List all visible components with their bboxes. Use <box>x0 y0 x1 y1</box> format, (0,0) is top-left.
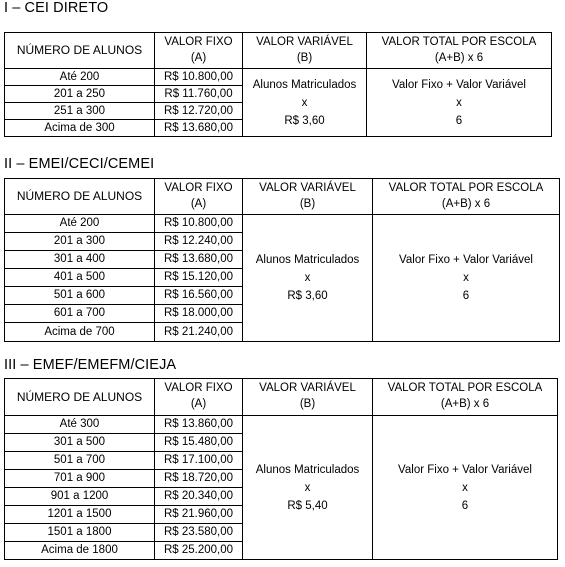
header-valor-total: VALOR TOTAL POR ESCOLA (A+B) x 6 <box>373 379 558 416</box>
header-valor-variavel: VALOR VARIÁVEL (B) <box>243 379 373 416</box>
cell-valor-fixo: R$ 13.680,00 <box>155 120 243 137</box>
cell-valor-fixo: R$ 21.960,00 <box>155 506 243 524</box>
cell-valor-fixo: R$ 18.000,00 <box>155 305 243 323</box>
cell-valor-fixo: R$ 17.100,00 <box>155 452 243 470</box>
cell-valor-variavel: Alunos Matriculados x R$ 3,60 <box>243 215 373 342</box>
cell-valor-fixo: R$ 20.340,00 <box>155 488 243 506</box>
cell-valor-fixo: R$ 15.120,00 <box>155 269 243 287</box>
cell-alunos: 301 a 500 <box>5 434 155 452</box>
cell-alunos: Até 200 <box>5 215 155 233</box>
cell-alunos: 251 a 300 <box>5 103 155 120</box>
cell-valor-fixo: R$ 21.240,00 <box>155 323 243 342</box>
cell-alunos: Até 200 <box>5 69 155 86</box>
header-valor-fixo: VALOR FIXO (A) <box>155 379 243 416</box>
section-title: I – CEI DIRETO <box>4 0 109 16</box>
pricing-table <box>4 32 552 137</box>
cell-valor-fixo: R$ 10.800,00 <box>155 215 243 233</box>
pricing-table <box>4 178 560 342</box>
header-valor-fixo: VALOR FIXO (A) <box>155 33 243 69</box>
cell-valor-fixo: R$ 23.580,00 <box>155 524 243 542</box>
cell-alunos: 901 a 1200 <box>5 488 155 506</box>
cell-alunos: 601 a 700 <box>5 305 155 323</box>
cell-valor-variavel: Alunos Matriculados x R$ 5,40 <box>243 416 373 560</box>
section-title: III – EMEF/EMEFM/CIEJA <box>4 357 177 373</box>
cell-valor-fixo: R$ 10.800,00 <box>155 69 243 86</box>
cell-valor-fixo: R$ 13.680,00 <box>155 251 243 269</box>
header-numero-alunos: NÚMERO DE ALUNOS <box>5 33 155 69</box>
pricing-table <box>4 378 558 560</box>
cell-valor-fixo: R$ 12.240,00 <box>155 233 243 251</box>
header-valor-fixo: VALOR FIXO (A) <box>155 179 243 215</box>
header-valor-variavel: VALOR VARIÁVEL (B) <box>243 33 367 69</box>
cell-valor-fixo: R$ 11.760,00 <box>155 86 243 103</box>
header-valor-total: VALOR TOTAL POR ESCOLA (A+B) x 6 <box>373 179 560 215</box>
cell-alunos: 701 a 900 <box>5 470 155 488</box>
cell-alunos: 1201 a 1500 <box>5 506 155 524</box>
cell-alunos: Acima de 700 <box>5 323 155 342</box>
cell-alunos: 501 a 700 <box>5 452 155 470</box>
cell-alunos: Acima de 1800 <box>5 542 155 560</box>
header-valor-variavel: VALOR VARIÁVEL (B) <box>243 179 373 215</box>
cell-alunos: Acima de 300 <box>5 120 155 137</box>
cell-alunos: Até 300 <box>5 416 155 434</box>
cell-valor-fixo: R$ 13.860,00 <box>155 416 243 434</box>
cell-alunos: 201 a 300 <box>5 233 155 251</box>
cell-alunos: 401 a 500 <box>5 269 155 287</box>
cell-valor-total: Valor Fixo + Valor Variável x 6 <box>367 69 552 137</box>
cell-alunos: 1501 a 1800 <box>5 524 155 542</box>
cell-valor-fixo: R$ 18.720,00 <box>155 470 243 488</box>
cell-valor-fixo: R$ 15.480,00 <box>155 434 243 452</box>
header-numero-alunos: NÚMERO DE ALUNOS <box>5 379 155 416</box>
cell-valor-total: Valor Fixo + Valor Variável x 6 <box>373 215 560 342</box>
cell-valor-total: Valor Fixo + Valor Variável x 6 <box>373 416 558 560</box>
cell-valor-fixo: R$ 16.560,00 <box>155 287 243 305</box>
cell-alunos: 501 a 600 <box>5 287 155 305</box>
cell-alunos: 301 a 400 <box>5 251 155 269</box>
cell-valor-variavel: Alunos Matriculados x R$ 3,60 <box>243 69 367 137</box>
header-numero-alunos: NÚMERO DE ALUNOS <box>5 179 155 215</box>
header-valor-total: VALOR TOTAL POR ESCOLA (A+B) x 6 <box>367 33 552 69</box>
cell-valor-fixo: R$ 25.200,00 <box>155 542 243 560</box>
cell-valor-fixo: R$ 12.720,00 <box>155 103 243 120</box>
cell-alunos: 201 a 250 <box>5 86 155 103</box>
section-title: II – EMEI/CECI/CEMEI <box>4 156 155 172</box>
